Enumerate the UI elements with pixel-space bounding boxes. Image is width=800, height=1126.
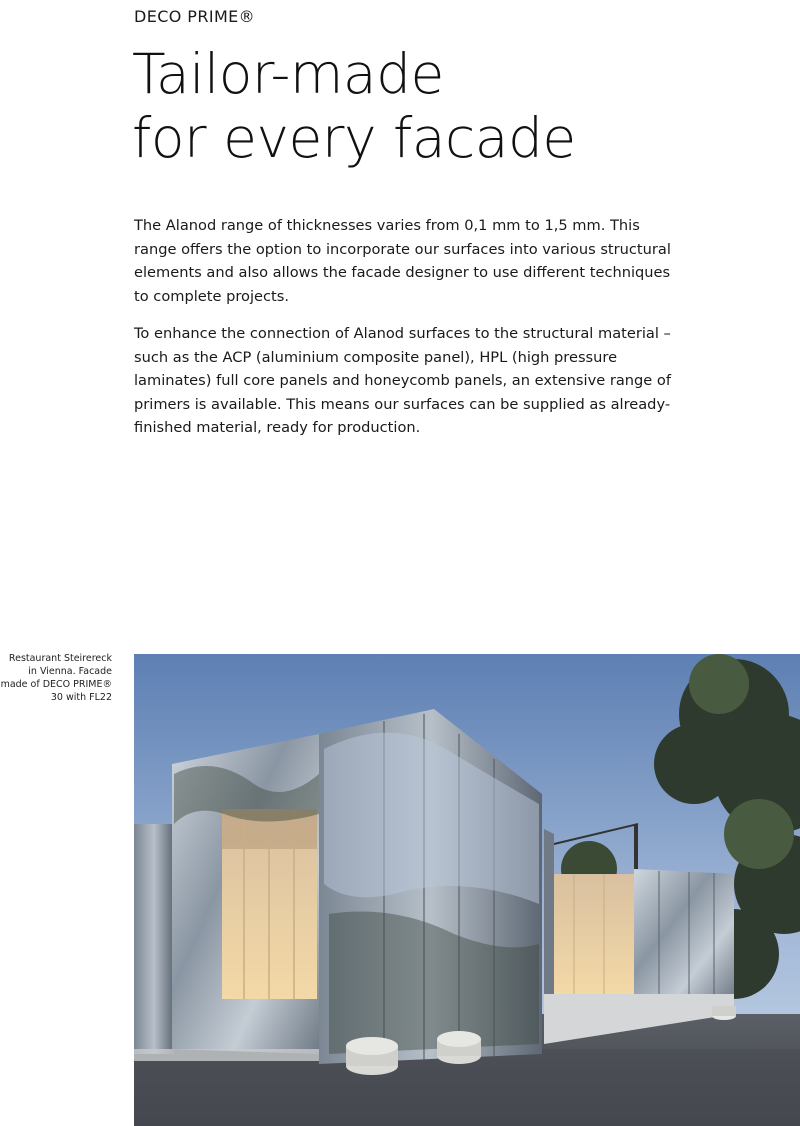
page-headline: [132, 42, 576, 170]
paragraph-1: The Alanod range of thicknesses varies from 0,1 mm to 1,5 mm. This range offers the option to incorporate our surfaces into various structural elements and also allows the facade designer to use different techniques to complete projects.: [134, 217, 671, 305]
facade-photo: [134, 654, 800, 1126]
facade-photo-illustration: [134, 654, 800, 1126]
paragraph-2: To enhance the connection of Alanod surfaces to the structural material – such as the ACP (aluminium composite panel), HPL (high pressure laminates) full core panels and honeycomb panels, an extensive range of primers is available. This means our surfaces can be supplied as already-finished material, ready for production.: [134, 325, 671, 436]
body-text: [134, 214, 674, 454]
photo-caption: Restaurant Steirereck in Vienna. Facade made of DECO PRIME® 30 with FL22: [0, 653, 112, 703]
headline-line-1: Tailor-made: [132, 42, 444, 106]
section-label: DECO PRIME®: [134, 7, 256, 26]
headline-line-2: for every facade: [132, 106, 576, 170]
